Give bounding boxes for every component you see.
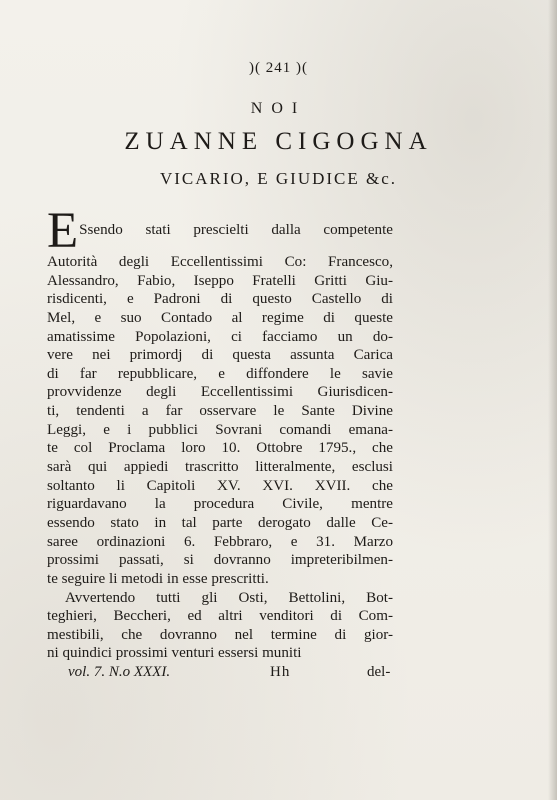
body-line: Leggi, e i pubblici Sovrani comandi emana- bbox=[47, 421, 393, 438]
paragraph-1 bbox=[47, 253, 393, 589]
body-line: Ssendo stati prescielti dalla competente bbox=[79, 222, 393, 238]
body-line: soltanto li Capitoli XV. XVI. XVII. che bbox=[47, 477, 393, 494]
body-line: prossimi passati, si dovranno impreteribilmen- bbox=[47, 552, 393, 569]
body-line: teghieri, Beccheri, ed altri venditori di Com- bbox=[47, 608, 393, 625]
body-line: Autorità degli Eccellentissimi Co: Francesco, bbox=[47, 254, 393, 270]
body-line: te col Proclama loro 10. Ottobre 1795., che bbox=[47, 440, 393, 457]
gathering-mark: Hh bbox=[270, 664, 291, 680]
catchword: del- bbox=[367, 664, 391, 680]
heading-name: ZUANNE CIGOGNA bbox=[124, 128, 433, 155]
body-line: Avvertendo tutti gli Osti, Bettolini, Bot- bbox=[65, 589, 393, 606]
body-line: riguardavano la procedura Civile, mentre bbox=[47, 496, 393, 513]
body-line: Mel, e suo Contado al regime di queste bbox=[47, 309, 393, 326]
paragraph-2 bbox=[47, 589, 393, 664]
body-line: te seguire li metodi in esse prescritti. bbox=[47, 570, 269, 587]
drop-cap: E bbox=[47, 203, 79, 259]
page-edge-shadow bbox=[548, 0, 557, 800]
body-line: ni quindici prossimi venturi essersi muniti bbox=[47, 645, 302, 662]
body-line: essendo stato in tal parte derogato dalle Ce- bbox=[47, 514, 393, 531]
heading-noi: NOI bbox=[250, 100, 307, 117]
body-text bbox=[47, 203, 393, 663]
body-line: risdicenti, e Padroni di questo Castello di bbox=[47, 291, 393, 308]
body-line: di far repubblicare, e diffondere le savie bbox=[47, 365, 393, 382]
body-line: vere nei primordj di questa assunta Carica bbox=[47, 347, 393, 364]
body-line: saree ordinazioni 6. Febbraro, e 31. Marzo bbox=[47, 533, 393, 550]
body-line: mestibili, che dovranno nel termine di gior- bbox=[47, 626, 393, 643]
heading-title: VICARIO, E GIUDICE &c. bbox=[159, 169, 398, 188]
signature-mark: vol. 7. N.o XXXI. bbox=[68, 664, 171, 680]
body-line: provvidenze degli Eccellentissimi Giurisdicen- bbox=[47, 384, 393, 401]
body-line: ti, tendenti a far osservare le Sante Divine bbox=[47, 403, 393, 420]
body-line: Alessandro, Fabio, Iseppo Fratelli Gritti Giu- bbox=[47, 272, 393, 289]
page-number: )( 241 )( bbox=[249, 60, 308, 76]
body-line: sarà qui appiedi trascritto litteralmente, esclusi bbox=[47, 459, 393, 476]
body-line: amatissime Popolazioni, ci facciamo un do- bbox=[47, 328, 393, 345]
